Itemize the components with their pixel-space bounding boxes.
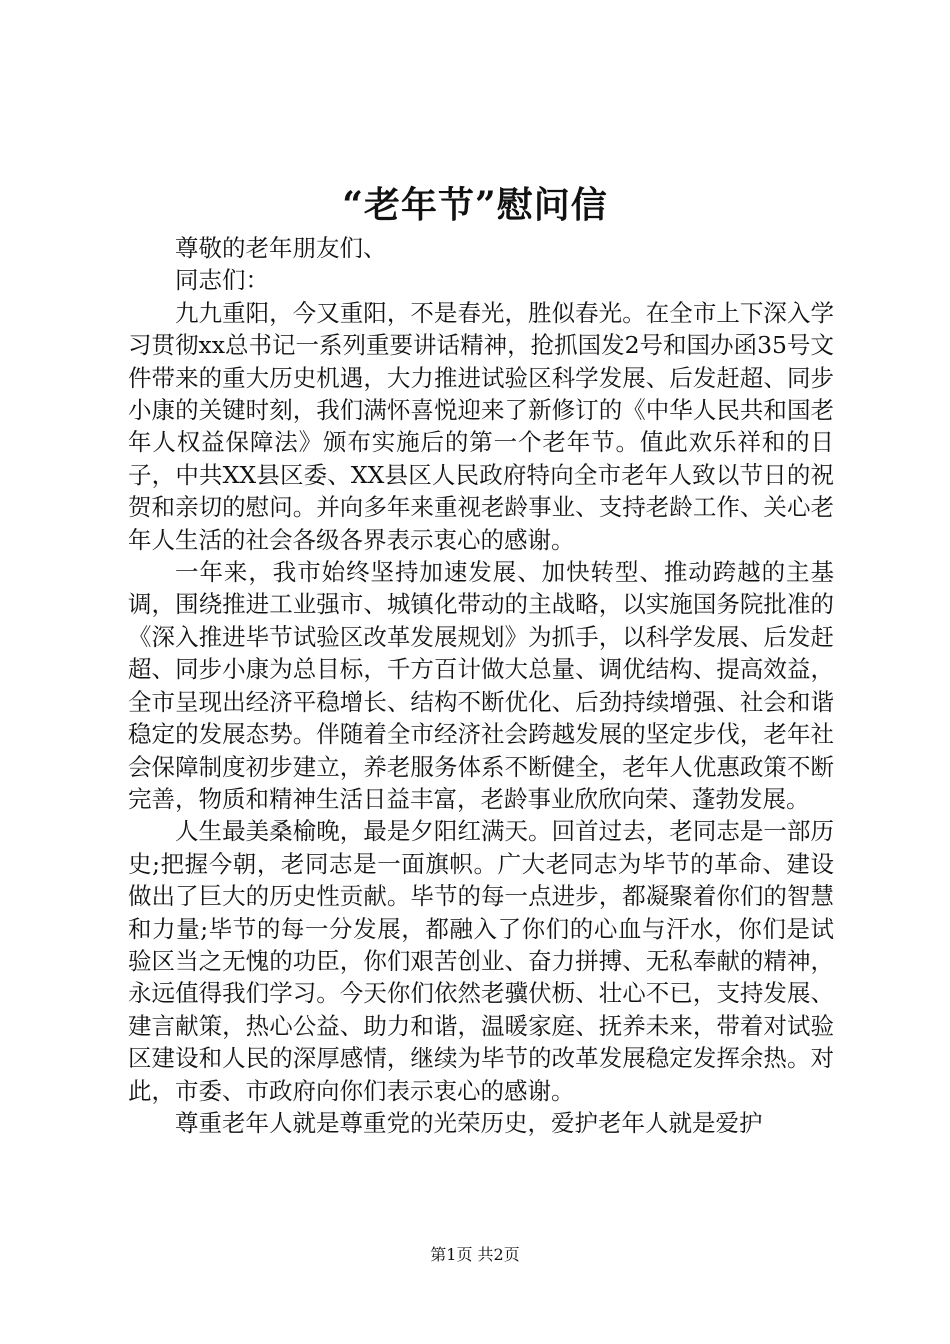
- body-paragraph: 一年来，我市始终坚持加速发展、加快转型、推动跨越的主基调，围绕推进工业强市、城镇化带动的主战略，以实施国务院批准的《深入推进毕节试验区改革发展规划》为抓手，以科学发展、后发赶超、同步小康为总目标，千方百计做大总量、调优结构、提高效益，全市呈现出经济平稳增长、结构不断优化、后劲持续增强、社会和谐稳定的发展态势。伴随着全市经济社会跨越发展的坚定步伐，老年社会保障制度初步建立，养老服务体系不断健全，老年人优惠政策不断完善，物质和精神生活日益丰富，老龄事业欣欣向荣、蓬勃发展。: [128, 558, 834, 813]
- salutation-line: 同志们：: [175, 266, 269, 295]
- document-body: [128, 232, 834, 1139]
- body-paragraph: 人生最美桑榆晚，最是夕阳红满天。回首过去，老同志是一部历史;把握今朝，老同志是一面旗帜。广大老同志为毕节的革命、建设做出了巨大的历史性贡献。毕节的每一点进步，都凝聚着你们的智慧和力量;毕节的每一分发展，都融入了你们的心血与汗水，你们是试验区当之无愧的功臣，你们艰苦创业、奋力拼搏、无私奉献的精神，永远值得我们学习。今天你们依然老骥伏枥、壮心不已，支持发展、建言献策，热心公益、助力和谐，温暖家庭、抚养未来，带着对试验区建设和人民的深厚感情，继续为毕节的改革发展稳定发挥余热。对此，市委、市政府向你们表示衷心的感谢。: [128, 817, 834, 1105]
- page-footer: 第1页 共2页: [430, 1245, 520, 1264]
- body-paragraph: 九九重阳，今又重阳，不是春光，胜似春光。在全市上下深入学习贯彻xx总书记一系列重要讲话精神，抢抓国发2号和国办函35号文件带来的重大历史机遇，大力推进试验区科学发展、后发赶超、同步小康的关键时刻，我们满怀喜悦迎来了新修订的《中华人民共和国老年人权益保障法》颁布实施后的第一个老年节。值此欢乐祥和的日子，中共XX县区委、XX县区人民政府特向全市老年人致以节日的祝贺和亲切的慰问。并向多年来重视老龄事业、支持老龄工作、关心老年人生活的社会各级各界表示衷心的感谢。: [128, 298, 834, 554]
- salutation-line: 尊敬的老年朋友们、: [175, 234, 387, 262]
- document-title: “老年节”慰问信: [342, 184, 608, 226]
- body-paragraph: 尊重老年人就是尊重党的光荣历史，爱护老年人就是爱护: [175, 1108, 763, 1137]
